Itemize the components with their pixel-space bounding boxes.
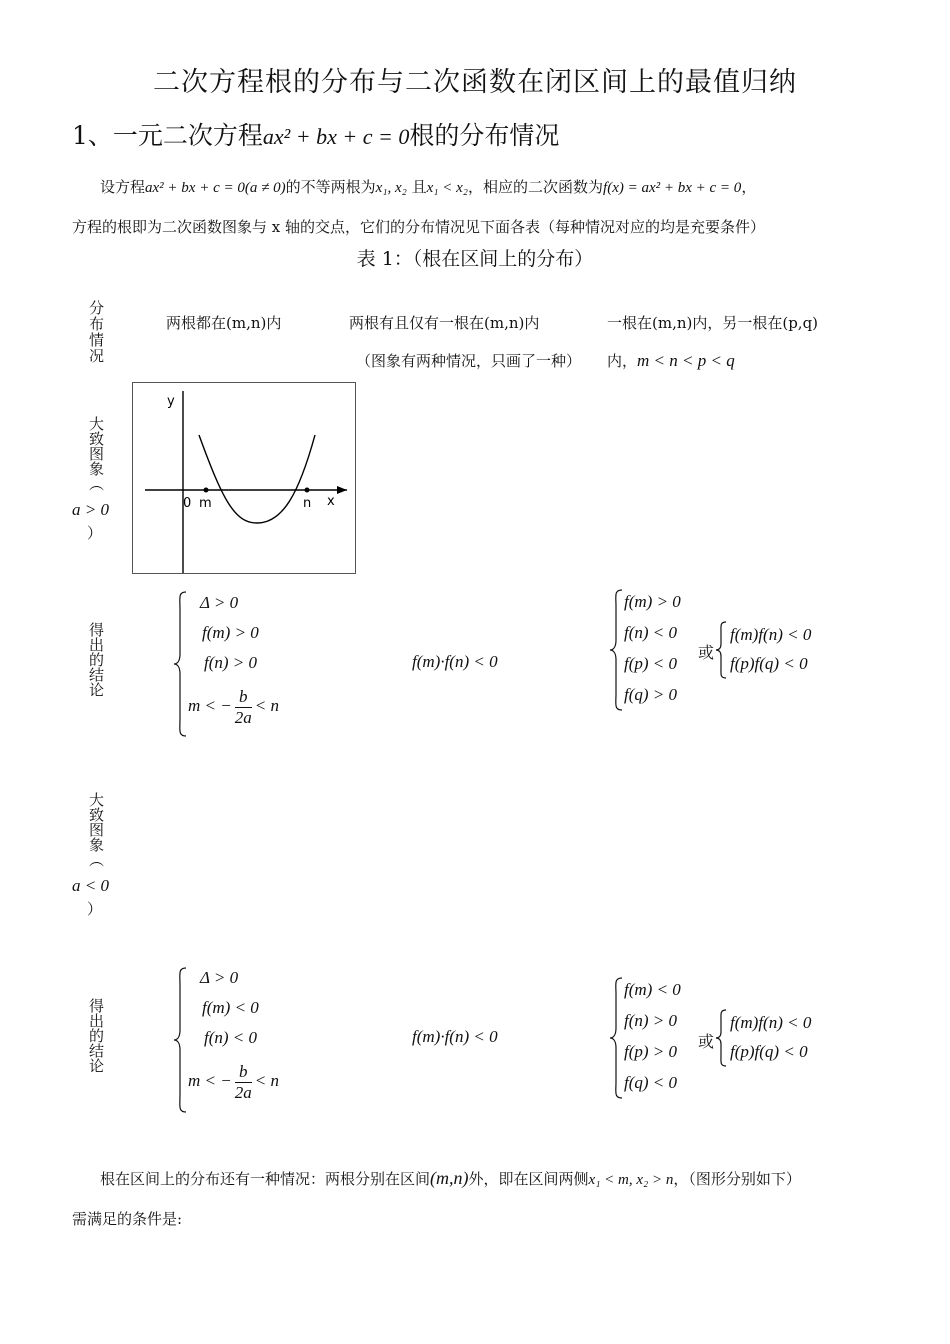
footer-line-1 <box>100 1168 801 1189</box>
conclusion-pos-col3-alt <box>730 620 811 678</box>
neg-frac-den: 2a <box>234 1082 252 1102</box>
label-origin: 0 <box>183 496 192 511</box>
footer-text-a: 根在区间上的分布还有一种情况：两根分别在区间 <box>100 1170 431 1188</box>
cond-axis-right: < n <box>254 696 279 715</box>
section-suffix: 根的分布情况 <box>409 121 560 150</box>
neg3-fm: f(m) < 0 <box>624 980 681 999</box>
x-axis-arrow <box>337 486 347 494</box>
cond-delta: Δ > 0 <box>200 593 239 612</box>
intro-text-end: ， <box>741 178 757 196</box>
label-n: n <box>303 496 312 511</box>
neg-frac-num: b <box>235 1062 252 1083</box>
neg-cond-fm: f(m) < 0 <box>202 998 259 1017</box>
label-y: y <box>167 394 175 409</box>
brace-col3-pos <box>608 588 624 712</box>
alt-fmfn: f(m)f(n) < 0 <box>730 625 812 644</box>
row-label-graph-neg <box>82 792 106 867</box>
intro-roots: x₁, x₂ <box>375 180 407 196</box>
label-m: m <box>199 496 212 511</box>
cond3-fm: f(m) > 0 <box>624 592 681 611</box>
footer-line-2: 需满足的条件是: <box>72 1210 183 1228</box>
row-label-text: 分布情况 <box>87 300 105 364</box>
page-title: 二次方程根的分布与二次函数在闭区间上的最值归纳 <box>153 67 797 98</box>
or-pos: 或 <box>698 643 715 662</box>
neg-alt-fpfq: f(p)f(q) < 0 <box>730 1042 808 1061</box>
conclusion-pos-label-text: 得出的结论 <box>87 622 105 697</box>
label-x: x <box>327 494 335 509</box>
neg-alt-fmfn: f(m)f(n) < 0 <box>730 1013 812 1032</box>
parabola-svg <box>133 383 355 573</box>
brace-col3-alt-neg <box>714 1008 728 1068</box>
intro-line-1 <box>100 176 756 197</box>
conclusion-neg-label-text: 得出的结论 <box>87 998 105 1073</box>
intro-line-2: 方程的根即为二次函数图象与 x 轴的交点，它们的分布情况见下面各表（每种情况对应的均是充要条件） <box>72 218 766 236</box>
alt-fpfq: f(p)f(q) < 0 <box>730 654 808 673</box>
cond3-fq: f(q) > 0 <box>624 685 678 704</box>
intro-text-d: ，相应的二次函数为 <box>468 178 604 196</box>
intro-text-a: 设方程 <box>100 178 146 196</box>
neg-cond-axis <box>188 1053 279 1109</box>
col2-note: （图象有两种情况，只画了一种） <box>356 352 582 370</box>
footer-text-c: ，（图形分别如下） <box>673 1170 801 1188</box>
brace-col1-neg <box>172 966 188 1114</box>
neg-cond-delta: Δ > 0 <box>200 968 239 987</box>
conclusion-neg-col3 <box>624 975 681 1099</box>
conclusion-pos-col2: f(m)·f(n) < 0 <box>412 652 498 671</box>
neg3-fq: f(q) < 0 <box>624 1073 678 1092</box>
col2-header: 两根有且仅有一根在(m,n)内 <box>349 314 540 332</box>
graph-pos-condition: a > 0 <box>72 500 109 519</box>
cond-fm: f(m) > 0 <box>202 623 259 642</box>
conclusion-pos-col3 <box>624 587 681 711</box>
col3-order: m < n < p < q <box>637 351 735 370</box>
conclusion-neg-col3-alt <box>730 1008 811 1066</box>
cond3-fp: f(p) < 0 <box>624 654 678 673</box>
section-prefix: 1、一元二次方程 <box>72 121 263 150</box>
intro-function: f(x) = ax² + bx + c = 0 <box>603 180 742 196</box>
cond-axis-left: m < − <box>188 696 232 715</box>
neg3-fp: f(p) > 0 <box>624 1042 678 1061</box>
graph-neg-close: ） <box>87 900 103 918</box>
col3-header-line2 <box>607 350 735 371</box>
graph-pos-close: ） <box>87 524 103 542</box>
conclusion-pos-col1 <box>188 588 279 734</box>
col1-header: 两根都在(m,n)内 <box>166 314 282 332</box>
intro-order: x₁ < x₂ <box>426 180 469 196</box>
conclusion-neg-col2: f(m)·f(n) < 0 <box>412 1027 498 1046</box>
conclusion-neg-col1 <box>188 963 279 1109</box>
neg-cond-fn: f(n) < 0 <box>204 1028 258 1047</box>
neg-cond-axis-right: < n <box>254 1071 279 1090</box>
row-label-conclusion-neg <box>82 998 106 1073</box>
neg3-fn: f(n) > 0 <box>624 1011 678 1030</box>
section-equation: ax² + bx + c = 0 <box>262 124 410 149</box>
brace-col3-alt-pos <box>714 620 728 680</box>
graph-neg-label-text: 大致图象（ <box>87 792 105 867</box>
intro-text-c: 且 <box>411 178 427 196</box>
section-heading <box>72 116 559 152</box>
cond-axis <box>188 678 279 734</box>
or-neg: 或 <box>698 1032 715 1051</box>
graph-neg-condition: a < 0 <box>72 876 109 895</box>
point-m <box>204 488 209 493</box>
parabola-curve <box>199 435 315 523</box>
intro-equation: ax² + bx + c = 0(a ≠ 0) <box>145 180 286 196</box>
col3-header-suffix: 内， <box>607 352 638 370</box>
frac-num: b <box>235 687 252 708</box>
row-label-distribution <box>82 300 106 364</box>
row-label-graph-pos <box>82 416 106 491</box>
brace-col3-neg <box>608 976 624 1100</box>
intro-text-b: 的不等两根为 <box>285 178 376 196</box>
table-caption: 表 1：（根在区间上的分布） <box>356 248 594 270</box>
cond-fn: f(n) > 0 <box>204 653 258 672</box>
footer-text-b: 外，即在区间两侧 <box>468 1170 589 1188</box>
brace-col1-pos <box>172 590 188 738</box>
parabola-graph <box>132 382 356 574</box>
frac-den: 2a <box>234 707 252 727</box>
row-label-conclusion-pos <box>82 622 106 697</box>
neg-cond-axis-left: m < − <box>188 1071 232 1090</box>
point-n <box>305 488 310 493</box>
col3-header: 一根在(m,n)内，另一根在(p,q) <box>607 314 819 332</box>
graph-pos-label-text: 大致图象（ <box>87 416 105 491</box>
footer-condition: x₁ < m, x₂ > n <box>588 1172 674 1188</box>
footer-interval: (m,n) <box>430 1168 469 1188</box>
cond3-fn: f(n) < 0 <box>624 623 678 642</box>
